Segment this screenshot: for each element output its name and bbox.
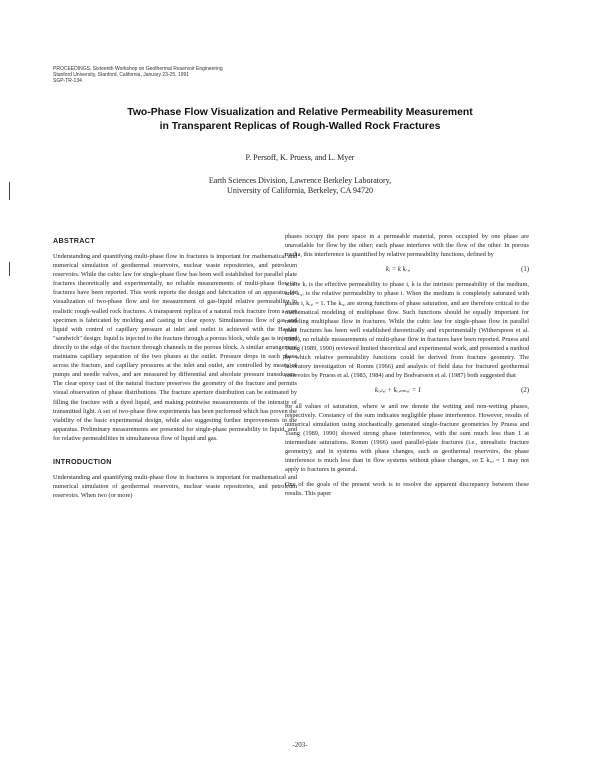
- scan-margin-mark: [9, 182, 10, 200]
- introduction-text: Understanding and quantifying multi-phase flow in fractures is important for mathematical and numerical simulation of geothermal reservoirs, nuclear waste repositories, and petroleum reservoirs. When two (or more): [53, 473, 297, 500]
- paper-title-line-1: Two-Phase Flow Visualization and Relative Permeability Measurement: [127, 107, 473, 118]
- author-list: P. Persoff, K. Pruess, and L. Myer: [245, 153, 355, 162]
- equation-1: [285, 265, 529, 274]
- proceedings-line-2: Stanford University, Stanford, California, January 23-25, 1991: [53, 72, 190, 78]
- paper-title-line-2: in Transparent Replicas of Rough-Walled Rock Fractures: [159, 121, 441, 132]
- right-paragraph-1: phases occupy the pore space in a permeable material, pores occupied by one phase are unavailable for flow by the other; each phase interferes with the flow of the other. In porous media, this interference is quantified by relative permeability functions, defined by: [285, 233, 529, 259]
- proceedings-line-1: PROCEEDINGS, Sixteenth Workshop on Geothermal Reservoir Engineering: [53, 66, 223, 72]
- equation-2-number: (2): [521, 387, 529, 395]
- right-paragraph-2: where kᵢ is the effective permeability to phase i, k is the intrinsic permeability of the medium, and kᵣ,ᵢ is the relative permeability to phase i. When the medium is completely saturated with phase i, kᵣ,ᵢ = 1. The kᵣ,ᵢ are strong functions of phase saturation, and are therefore critical to the mathematical modeling of multiphase flow. Such functions should be equally important for modeling multiphase flow in fractures. While the cubic law for single-phase flow in parallel plate fractures has been well established theoretically and experimentally (Witherspoon et al. 1980), no reliable measurements of multi-phase flow in fractures have been reported. Pruess and Tsang (1989, 1990) reviewed limited theoretical and experimental work, and presented a method by which relative permeability functions could be derived from fracture geometry. The laboratory investigation of Romm (1966) and analysis of field data for fractured geothermal reservoirs by Pruess et al. (1983, 1984) and by Bodvarsson et al. (1987) both suggested that: [285, 281, 529, 380]
- affiliation-line-2: University of California, Berkeley, CA 94720: [227, 186, 373, 195]
- affiliation: [60, 176, 540, 196]
- equation-1-number: (1): [521, 266, 529, 274]
- abstract-heading: ABSTRACT: [53, 236, 95, 245]
- proceedings-header: [53, 66, 313, 84]
- equation-2: [285, 386, 529, 395]
- affiliation-line-1: Earth Sciences Division, Lawrence Berkeley Laboratory,: [208, 176, 392, 185]
- equation-2-body: kᵣ,ₗ,ᵢ + kᵣ,ₙₘ,ᵢ = 1: [374, 387, 422, 395]
- equation-1-body: kᵢ = k kᵣ,ᵢ: [385, 266, 411, 274]
- introduction-heading: INTRODUCTION: [53, 456, 112, 466]
- right-paragraph-4: One of the goals of the present work is to resolve the apparent discrepancy between these results. This paper: [285, 481, 529, 498]
- report-number: SGP-TR-134: [53, 78, 82, 84]
- page-number: -203-: [292, 741, 308, 749]
- paper-title: [60, 106, 540, 134]
- left-column: [53, 232, 297, 500]
- right-column: [285, 232, 529, 498]
- scan-margin-mark: [9, 262, 10, 276]
- right-paragraph-3: for all values of saturation, where w and nw denote the wetting and non-wetting phases, respectively. Constancy of the sum indicates negligible phase interference. However, results of numerical simulation using stochastically generated single-fracture geometries by Pruess and Tsang (1989, 1990) showed strong phase interference, with the sum much less than 1 at intermediate saturations. Romm (1966) used parallel-plate fractures (i.e., unrealistic fracture geometry); and in systems with phase changes, such as geothermal reservoirs, the phase interference is much less than in flow systems without phase changes, so Σ kᵣ,ᵢ = 1 may not apply to fractures in general.: [285, 402, 529, 474]
- abstract-text: Understanding and quantifying multi-phase flow in fractures is important for mathematical and numerical simulation of geothermal reservoirs, nuclear waste repositories, and petroleum reservoirs. While the cubic law for single-phase flow has been well established for parallel plate fractures theoretically and experimentally, no reliable measurements of multi-phase flow in fractures have been reported. This work reports the design and fabrication of an apparatus for visualization of two-phase flow and for measurement of gas-liquid relative permeability in realistic rough-walled rock fractures. A transparent replica of a natural rock fracture from a core specimen is fabricated by molding and casting in clear epoxy. Simultaneous flow of gas and liquid with control of capillary pressure at inlet and outlet is achieved with the Hassler "sandwich" design: liquid is injected to the fracture through a porous block, while gas is injected directly to the edge of the fracture through channels in the porous block. A similar arrangement maintains capillary separation of the two phases at the outlet. Pressure drops in each phase across the fracture, and capillary pressures at the inlet and outlet, are controlled by means of pumps and needle valves, and are measured by differential and absolute pressure transducers. The clear epoxy cast of the natural fracture preserves the geometry of the fracture and permits visual observation of phase distributions. The fracture aperture distribution can be estimated by filling the fracture with a dyed liquid, and making pointwise measurements of the intensity of transmitted light. A set of two-phase flow experiments has been performed which has proven the viability of the basic experimental design, while also suggesting further improvements in the apparatus. Preliminary measurements are presented for single-phase permeability to liquid, and for relative permeabilities in simultaneous flow of liquid and gas.: [53, 253, 297, 442]
